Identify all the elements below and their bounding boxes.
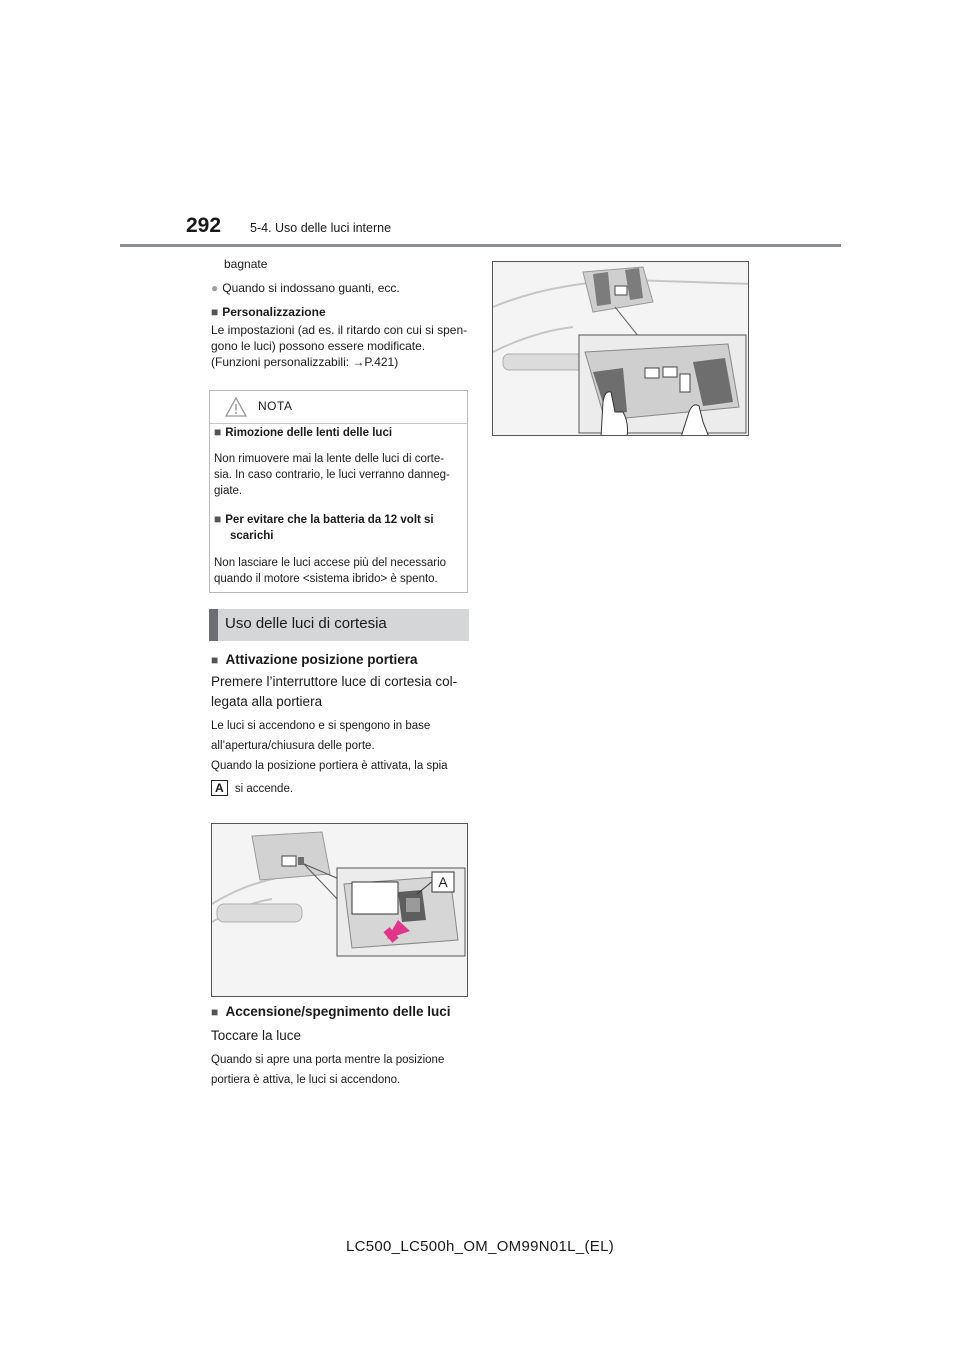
courtesy-accent — [209, 609, 218, 641]
door-title: Attivazione posizione portiera — [225, 652, 418, 667]
page-number: 292 — [186, 214, 222, 237]
door-small-line: si accende. — [234, 783, 294, 795]
square-bullet-icon: ■ — [214, 425, 222, 439]
intro-line-bagnate: bagnate — [224, 257, 268, 271]
nota-line: Non rimuovere mai la lente delle luci di corte- — [214, 453, 445, 465]
intro-text — [211, 256, 471, 272]
gloves-bullet — [211, 280, 471, 296]
door-small — [211, 718, 476, 797]
personalization-title: Personalizzazione — [222, 305, 326, 319]
square-bullet-icon: ■ — [211, 653, 219, 667]
nota-box — [209, 390, 468, 593]
square-bullet-icon: ■ — [211, 1005, 219, 1019]
nota-section1-title: Rimozione delle lenti delle luci — [225, 427, 393, 439]
gloves-text: Quando si indossano guanti, ecc. — [222, 281, 400, 295]
personalization-heading — [211, 304, 471, 320]
onoff-title: Accensione/spegnimento delle luci — [225, 1004, 451, 1019]
nota-line: sia. In caso contrario, le luci verranno danneg- — [214, 469, 450, 481]
courtesy-title: Uso delle luci di cortesia — [225, 615, 387, 632]
onoff-small-line: portiera è attiva, le luci si accendono. — [211, 1074, 401, 1086]
nota-line: quando il motore <sistema ibrido> è spento. — [214, 573, 438, 585]
door-main-line: legata alla portiera — [211, 694, 323, 709]
nota-header — [210, 391, 467, 423]
door-small-line: Le luci si accendono e si spengono in base — [211, 720, 431, 732]
nota-section1-body — [214, 451, 464, 499]
door-main — [211, 672, 476, 712]
personalization-line: gono le luci) possono essere modificate. — [211, 339, 426, 353]
nota-section2-title: Per evitare che la batteria da 12 volt si — [225, 514, 434, 526]
door-switch-drawing — [212, 824, 468, 997]
onoff-small-line: Quando si apre una porta mentre la posizione — [211, 1054, 445, 1066]
label-a-badge: A — [211, 780, 228, 796]
onoff-main: Toccare la luce — [211, 1028, 302, 1043]
nota-title: NOTA — [258, 399, 293, 413]
bullet-dot-icon: ● — [211, 281, 219, 295]
square-bullet-icon: ■ — [211, 305, 219, 319]
nota-section1-heading — [214, 424, 464, 441]
onoff-small — [211, 1052, 476, 1088]
nota-section2-title: scarichi — [230, 530, 274, 542]
footer-document-code: LC500_LC500h_OM_OM99N01L_(EL) — [345, 1238, 615, 1255]
nota-line: giate. — [214, 485, 243, 497]
door-main-line: Premere l’interruttore luce di cortesia col- — [211, 674, 458, 689]
overhead-console-illustration — [492, 261, 749, 436]
warning-icon — [224, 396, 248, 418]
nota-section2-body — [214, 555, 464, 587]
door-heading — [211, 650, 476, 670]
personalization-line: (Funzioni personalizzabili: →P.421) — [211, 355, 399, 369]
section-header: 5-4. Uso delle luci interne — [250, 221, 392, 235]
nota-section2-heading — [214, 511, 464, 544]
onoff-heading — [211, 1002, 476, 1022]
nota-line: Non lasciare le luci accese più del necessario — [214, 557, 447, 569]
header-rule — [120, 244, 841, 247]
door-small-line: all’apertura/chiusura delle porte. — [211, 740, 375, 752]
overhead-console-drawing — [493, 262, 749, 436]
door-switch-illustration — [211, 823, 468, 997]
square-bullet-icon: ■ — [214, 512, 222, 526]
personalization-body — [211, 322, 471, 370]
door-small-line: Quando la posizione portiera è attivata, la spia — [211, 760, 448, 772]
courtesy-section-bar — [209, 609, 469, 641]
figure-label-a: A — [438, 874, 448, 890]
personalization-line: Le impostazioni (ad es. il ritardo con cui si spen- — [211, 323, 468, 337]
